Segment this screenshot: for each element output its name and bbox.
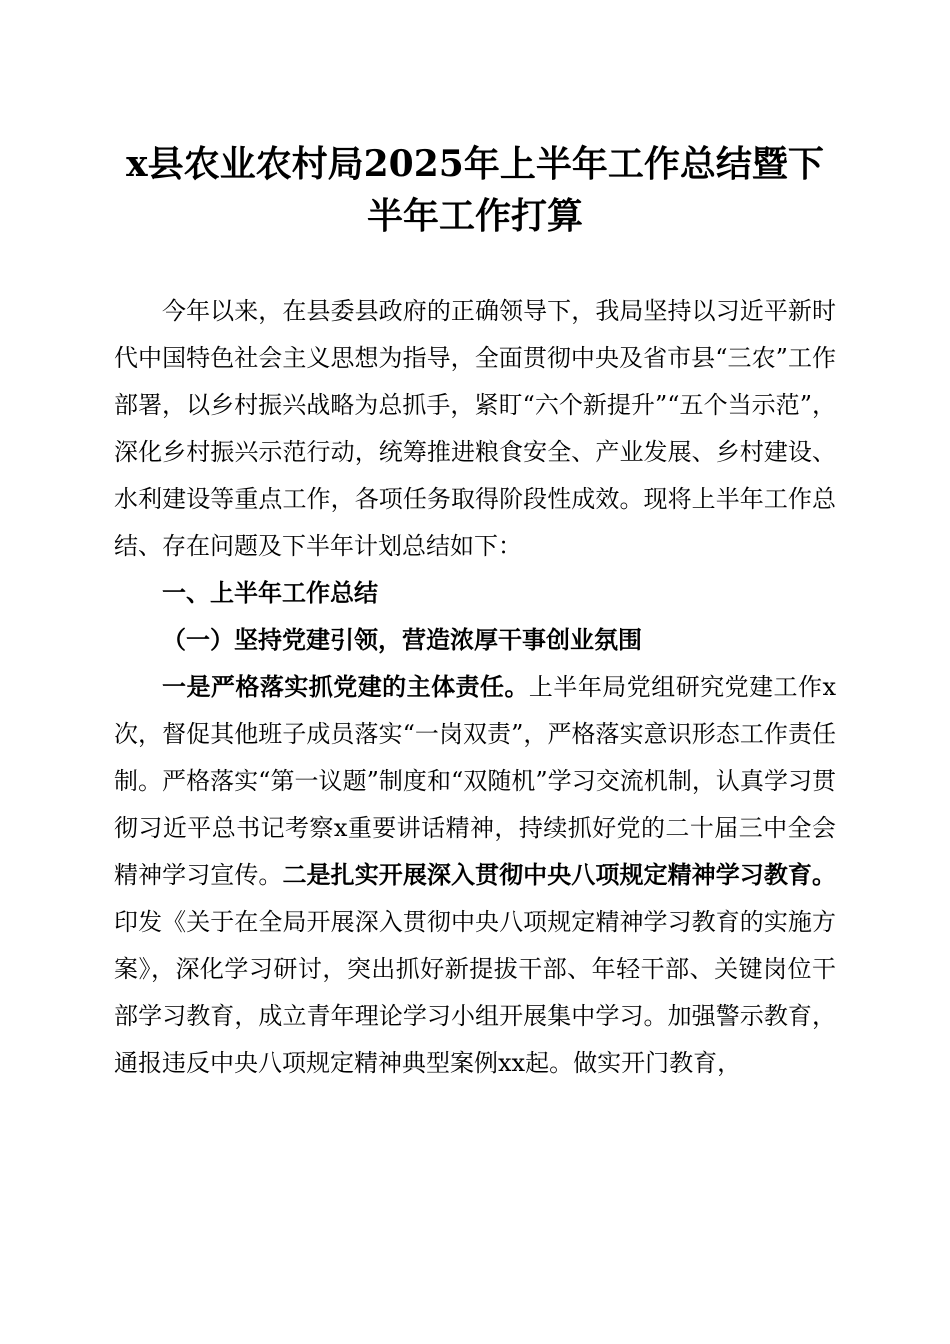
bold-text-run: 二是扎实开展深入贯彻中央八项规定精神学习教育。: [282, 861, 836, 889]
text-run: 上半年局党组研究党建工作x次，督促其他班子成员落实“一岗双责”，严格落实意识形态工作责任制。严格落实“第一议题”制度和“双随机”学习交流机制，认真学习贯彻习近平总书记考察x重要讲话精神，持续抓好党的二十届三中全会精神学习宣传。: [114, 673, 836, 889]
text-run: 印发《关于在全局开展深入贯彻中央八项规定精神学习教育的实施方案》，深化学习研讨，突出抓好新提拔干部、年轻干部、关键岗位干部学习教育，成立青年理论学习小组开展集中学习。加强警示教育，通报违反中央八项规定精神典型案例xx起。做实开门教育，: [114, 908, 836, 1077]
bold-text-run: （一）坚持党建引领，营造浓厚干事创业氛围: [162, 626, 642, 654]
text-run: 今年以来，在县委县政府的正确领导下，我局坚持以习近平新时代中国特色社会主义思想为指导，全面贯彻中央及省市县“三农”工作部署，以乡村振兴战略为总抓手，紧盯“六个新提升”“五个当示范”，深化乡村振兴示范行动，统筹推进粮食安全、产业发展、乡村建设、水利建设等重点工作，各项任务取得阶段性成效。现将上半年工作总结、存在问题及下半年计划总结如下：: [114, 297, 836, 560]
paragraph: [114, 664, 836, 1087]
document-title: x县农业农村局2025年上半年工作总结暨下半年工作打算: [126, 143, 824, 237]
section-heading: [114, 617, 836, 664]
document-body: [114, 288, 836, 1087]
bold-text-run: 一是严格落实抓党建的主体责任。: [162, 673, 529, 701]
bold-text-run: 一、上半年工作总结: [162, 579, 378, 607]
paragraph: [114, 288, 836, 570]
section-heading: [114, 570, 836, 617]
